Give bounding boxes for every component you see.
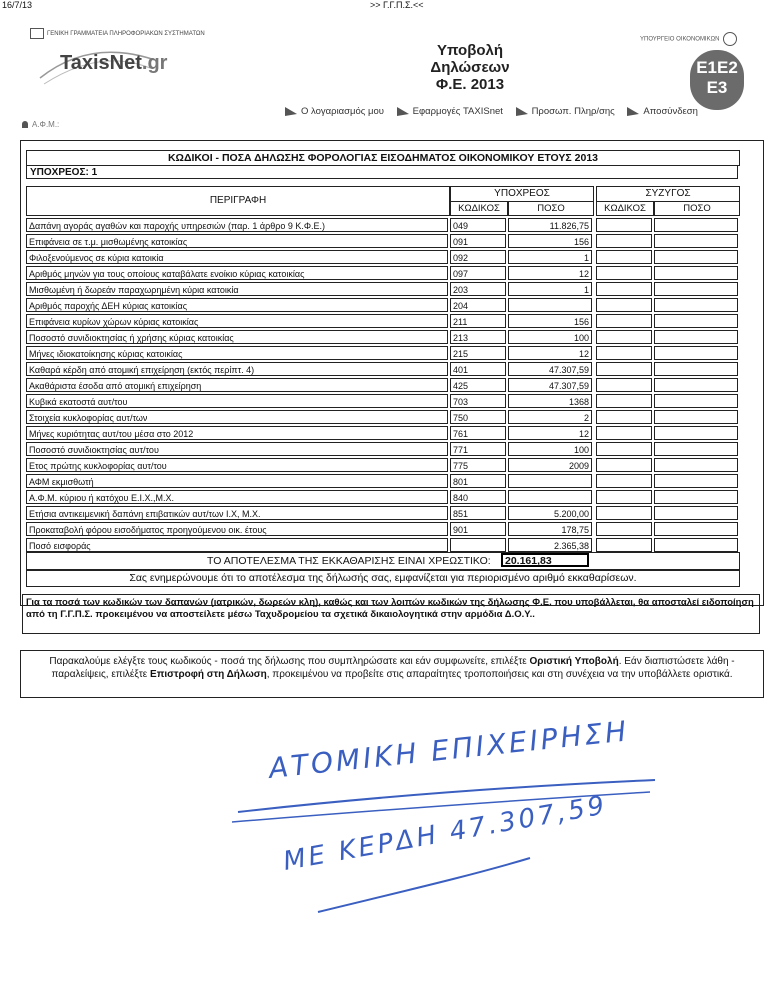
row-description: Μισθωμένη ή δωρεάν παραχωρημένη κύρια κατοικία [26, 282, 448, 296]
row-spouse-amount [654, 346, 738, 360]
col-header-spouse: ΣΥΖΥΓΟΣ [596, 186, 740, 202]
row-spouse-code [596, 426, 652, 440]
row-amount: 100 [508, 330, 592, 344]
documents-notice: Για τα ποσά των κωδικών των δαπανών (ιατρικών, δωρεών κλη), καθώς και των λοιπών κωδικών της δήλωσης Φ.Ε. που υποβάλλεται, θα αποσταλεί ειδοποίηση από τη Γ.Γ.Π.Σ. προκειμένου να αποστείλετε μέσω Ταχυδρομείου τα σχετικά δικαιολογητικά στην αρμόδια Δ.Ο.Υ.. [22, 594, 760, 634]
row-description: Μήνες ιδιοκατοίκησης κύριας κατοικίας [26, 346, 448, 360]
handwriting-line1: ΑΤΟΜΙΚΗ ΕΠΙΧΕΙΡΗΣΗ [267, 714, 631, 785]
nav-arrow-icon [397, 107, 409, 116]
nav-logout[interactable]: Αποσύνδεση [627, 106, 698, 117]
row-description: Επιφάνεια κυρίων χώρων κύριας κατοικίας [26, 314, 448, 328]
row-code: 703 [450, 394, 506, 408]
handwriting-underline-3 [318, 858, 530, 912]
row-code: 901 [450, 522, 506, 536]
row-description: Αριθμός μηνών για τους οποίους καταβάλατε ενοίκιο κύριας κατοικίας [26, 266, 448, 280]
row-spouse-amount [654, 218, 738, 232]
row-spouse-code [596, 506, 652, 520]
row-spouse-amount [654, 298, 738, 312]
row-description: Ποσοστό συνιδιοκτησίας ή χρήσης κύριας κατοικίας [26, 330, 448, 344]
row-amount: 2 [508, 410, 592, 424]
row-amount: 178,75 [508, 522, 592, 536]
row-amount: 1368 [508, 394, 592, 408]
row-spouse-code [596, 362, 652, 376]
nav-arrow-icon [285, 107, 297, 116]
row-amount: 2009 [508, 458, 592, 472]
row-code: 215 [450, 346, 506, 360]
table-title: ΚΩΔΙΚΟΙ - ΠΟΣΑ ΔΗΛΩΣΗΣ ΦΟΡΟΛΟΓΙΑΣ ΕΙΣΟΔΗΜΑΤΟΣ ΟΙΚΟΝΟΜΙΚΟΥ ΕΤΟΥΣ 2013 [26, 150, 740, 166]
row-spouse-amount [654, 282, 738, 296]
row-spouse-amount [654, 266, 738, 280]
return-to-declaration-link[interactable]: Επιστροφή στη Δήλωση [150, 669, 267, 680]
e1-e2-e3-badge: E1E2 E3 [690, 50, 744, 110]
row-spouse-amount [654, 458, 738, 472]
row-amount [508, 490, 592, 504]
row-code: 801 [450, 474, 506, 488]
row-spouse-code [596, 282, 652, 296]
row-amount: 12 [508, 266, 592, 280]
row-spouse-amount [654, 250, 738, 264]
row-spouse-code [596, 474, 652, 488]
col-header-obligor: ΥΠΟΧΡΕΟΣ [450, 186, 594, 202]
row-spouse-code [596, 266, 652, 280]
row-code: 775 [450, 458, 506, 472]
col-header-obligor-amount: ΠΟΣΟ [508, 201, 594, 216]
row-amount: 156 [508, 314, 592, 328]
row-spouse-code [596, 330, 652, 344]
gsis-logo-icon [30, 28, 44, 39]
row-spouse-amount [654, 330, 738, 344]
row-code: 750 [450, 410, 506, 424]
row-amount: 1 [508, 282, 592, 296]
row-description: Προκαταβολή φόρου εισοδήματος προηγούμενου οικ. έτους [26, 522, 448, 536]
result-label: ΤΟ ΑΠΟΤΕΛΕΣΜΑ ΤΗΣ ΕΚΚΑΘΑΡΙΣΗΣ ΕΙΝΑΙ ΧΡΕΩΣΤΙΚΟ: [207, 555, 491, 567]
info-message: Σας ενημερώνουμε ότι το αποτέλεσμα της δήλωσής σας, εμφανίζεται για περιορισμένο αριθμό εκκαθαρίσεων. [26, 570, 740, 587]
handwriting-line2: ΜΕ ΚΕΡΔΗ 47.307,59 [281, 790, 610, 877]
row-spouse-amount [654, 394, 738, 408]
nav-arrow-icon [627, 107, 639, 116]
row-amount [508, 298, 592, 312]
nav-arrow-icon [516, 107, 528, 116]
taxisnet-logo[interactable]: TaxisNet.gr [60, 52, 168, 74]
row-description: Ακαθάριστα έσοδα από ατομική επιχείρηση [26, 378, 448, 392]
row-amount: 100 [508, 442, 592, 456]
row-spouse-amount [654, 474, 738, 488]
nav-my-account[interactable]: Ο λογαριασμός μου [285, 106, 384, 117]
row-amount: 5.200,00 [508, 506, 592, 520]
row-description: Ποσό εισφοράς [26, 538, 448, 552]
row-spouse-code [596, 298, 652, 312]
row-amount: 2.365,38 [508, 538, 592, 552]
row-spouse-code [596, 538, 652, 552]
final-submit-link[interactable]: Οριστική Υποβολή [529, 656, 619, 667]
print-header [0, 0, 768, 14]
col-header-spouse-amount: ΠΟΣΟ [654, 201, 740, 216]
top-nav [285, 106, 708, 117]
obligor-label: ΥΠΟΧΡΕΟΣ: 1 [26, 165, 738, 179]
row-description: Φιλοξενούμενος σε κύρια κατοικία [26, 250, 448, 264]
row-description: Καθαρά κέρδη από ατομική επιχείρηση (εκτός περίπτ. 4) [26, 362, 448, 376]
row-spouse-amount [654, 314, 738, 328]
row-code: 761 [450, 426, 506, 440]
row-spouse-code [596, 250, 652, 264]
row-description: Α.Φ.Μ. κύριου ή κατόχου Ε.Ι.Χ.,Μ.Χ. [26, 490, 448, 504]
ministry-label: ΥΠΟΥΡΓΕΙΟ ΟΙΚΟΝΟΜΙΚΩΝ [640, 32, 737, 46]
row-code: 211 [450, 314, 506, 328]
row-amount: 12 [508, 346, 592, 360]
row-spouse-code [596, 522, 652, 536]
row-spouse-code [596, 234, 652, 248]
row-code: 091 [450, 234, 506, 248]
row-code: 840 [450, 490, 506, 504]
row-code: 203 [450, 282, 506, 296]
row-spouse-amount [654, 490, 738, 504]
row-amount: 1 [508, 250, 592, 264]
row-description: ΑΦΜ εκμισθωτή [26, 474, 448, 488]
handwritten-note [0, 700, 768, 990]
row-code: 049 [450, 218, 506, 232]
user-icon [22, 121, 28, 128]
row-code: 092 [450, 250, 506, 264]
row-code: 771 [450, 442, 506, 456]
row-description: Κυβικά εκατοστά αυτ/του [26, 394, 448, 408]
row-spouse-code [596, 218, 652, 232]
row-code: 213 [450, 330, 506, 344]
col-header-obligor-code: ΚΩΔΙΚΟΣ [450, 201, 508, 216]
print-date: 16/7/13 [2, 0, 33, 10]
instructions-box: Παρακαλούμε ελέγξτε τους κωδικούς - ποσά της δήλωσης που συμπληρώσατε και εάν συμφωνείτε, επιλέξτε Οριστική Υποβολή. Εάν διαπιστώσετε λάθη - παραλείψεις, επιλέξτε Επιστροφή στη Δήλωση, προκειμένου να προβείτε στις απαραίτητες τροποποιήσεις και στη συνέχεια να την υποβάλλετε οριστικά. [20, 650, 764, 698]
row-spouse-code [596, 442, 652, 456]
gsis-label: ΓΕΝΙΚΗ ΓΡΑΜΜΑΤΕΙΑ ΠΛΗΡΟΦΟΡΙΑΚΩΝ ΣΥΣΤΗΜΑΤΩΝ [30, 28, 205, 39]
row-description: Αριθμός παροχής ΔΕΗ κύριας κατοικίας [26, 298, 448, 312]
row-spouse-amount [654, 426, 738, 440]
row-amount: 156 [508, 234, 592, 248]
row-description: Επιφάνεια σε τ.μ. μισθωμένης κατοικίας [26, 234, 448, 248]
row-spouse-code [596, 314, 652, 328]
print-source: >> Γ.Γ.Π.Σ.<< [370, 0, 424, 10]
settlement-result [26, 552, 740, 570]
row-spouse-amount [654, 234, 738, 248]
row-amount [508, 474, 592, 488]
row-code [450, 538, 506, 552]
row-amount: 11.826,75 [508, 218, 592, 232]
row-amount: 12 [508, 426, 592, 440]
row-code: 401 [450, 362, 506, 376]
row-code: 204 [450, 298, 506, 312]
row-code: 425 [450, 378, 506, 392]
row-spouse-code [596, 458, 652, 472]
row-spouse-amount [654, 506, 738, 520]
result-value: 20.161,83 [501, 553, 589, 567]
page-header [0, 14, 768, 134]
row-amount: 47.307,59 [508, 362, 592, 376]
row-spouse-code [596, 410, 652, 424]
row-description: Στοιχεία κυκλοφορίας αυτ/των [26, 410, 448, 424]
row-description: Ποσοστό συνιδιοκτησίας αυτ/του [26, 442, 448, 456]
nav-taxisnet-apps[interactable]: Εφαρμογές TAXISnet [397, 106, 503, 117]
row-spouse-code [596, 378, 652, 392]
row-amount: 47.307,59 [508, 378, 592, 392]
row-code: 851 [450, 506, 506, 520]
ministry-seal-icon [723, 32, 737, 46]
nav-personal-info[interactable]: Προσωπ. Πληρ/σης [516, 106, 615, 117]
row-spouse-code [596, 394, 652, 408]
row-spouse-amount [654, 410, 738, 424]
page-title: Υποβολή Δηλώσεων Φ.Ε. 2013 [430, 42, 510, 93]
row-description: Ετος πρώτης κυκλοφορίας αυτ/του [26, 458, 448, 472]
row-code: 097 [450, 266, 506, 280]
row-description: Ετήσια αντικειμενική δαπάνη επιβατικών αυτ/των Ι.Χ, Μ.Χ. [26, 506, 448, 520]
afm-label: Α.Φ.Μ.: [22, 120, 59, 129]
row-description: Μήνες κυριότητας αυτ/του μέσα στο 2012 [26, 426, 448, 440]
row-spouse-amount [654, 442, 738, 456]
row-spouse-amount [654, 362, 738, 376]
row-spouse-amount [654, 538, 738, 552]
row-description: Δαπάνη αγοράς αγαθών και παροχής υπηρεσιών (παρ. 1 άρθρο 9 Κ.Φ.Ε.) [26, 218, 448, 232]
row-spouse-code [596, 490, 652, 504]
col-header-description: ΠΕΡΙΓΡΑΦΗ [26, 186, 450, 216]
row-spouse-amount [654, 522, 738, 536]
row-spouse-amount [654, 378, 738, 392]
col-header-spouse-code: ΚΩΔΙΚΟΣ [596, 201, 654, 216]
row-spouse-code [596, 346, 652, 360]
